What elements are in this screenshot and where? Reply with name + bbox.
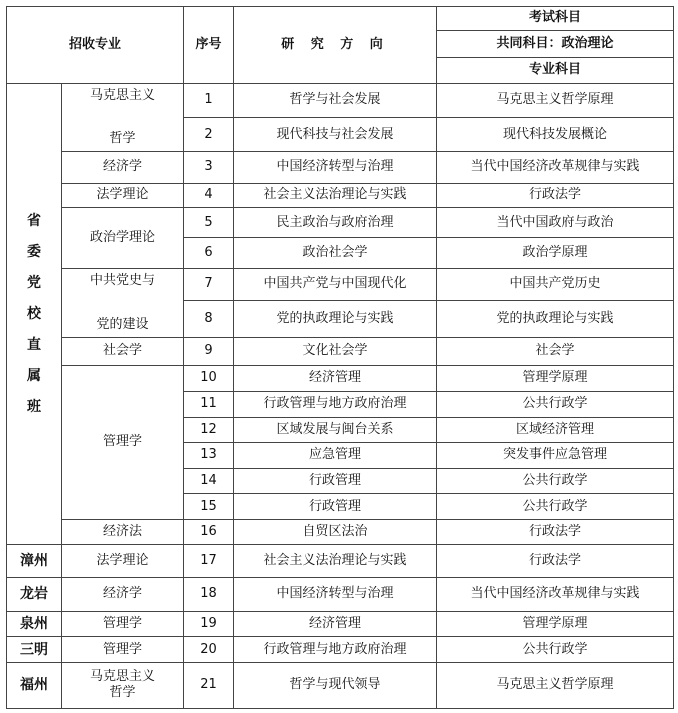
seq-cell: 13 [184, 443, 234, 469]
major-political-science: 政治学理论 [62, 208, 184, 268]
direction-cell: 党的执政理论与实践 [234, 301, 437, 338]
region-char: 省 [27, 212, 41, 229]
region-char: 班 [27, 398, 41, 415]
admissions-table [6, 6, 674, 709]
subject-cell: 公共行政学 [437, 637, 674, 663]
seq-cell: 5 [184, 208, 234, 238]
major-sociology: 社会学 [62, 337, 184, 365]
direction-cell: 区域发展与闽台关系 [234, 417, 437, 443]
seq-cell: 14 [184, 468, 234, 494]
major-ccp-history: 中共党史与 [62, 268, 184, 301]
region-longyan: 龙岩 [7, 578, 62, 612]
subject-cell: 当代中国经济改革规律与实践 [437, 152, 674, 184]
direction-cell: 社会主义法治理论与实践 [234, 545, 437, 578]
seq-cell: 10 [184, 365, 234, 392]
header-seq: 序号 [184, 7, 234, 84]
seq-cell: 7 [184, 268, 234, 301]
direction-cell: 行政管理 [234, 494, 437, 520]
seq-cell: 21 [184, 662, 234, 708]
direction-cell: 文化社会学 [234, 337, 437, 365]
subject-cell: 行政法学 [437, 183, 674, 208]
subject-cell: 公共行政学 [437, 468, 674, 494]
seq-cell: 11 [184, 392, 234, 418]
direction-cell: 中国共产党与中国现代化 [234, 268, 437, 301]
major-line: 马克思主义 [90, 669, 156, 685]
subject-cell: 现代科技发展概论 [437, 118, 674, 152]
region-quanzhou: 泉州 [7, 611, 62, 637]
subject-cell: 行政法学 [437, 545, 674, 578]
region-sanming: 三明 [7, 637, 62, 663]
direction-cell: 经济管理 [234, 611, 437, 637]
subject-cell: 公共行政学 [437, 392, 674, 418]
subject-cell: 突发事件应急管理 [437, 443, 674, 469]
subject-cell: 公共行政学 [437, 494, 674, 520]
direction-cell: 自贸区法治 [234, 519, 437, 545]
direction-cell: 政治社会学 [234, 237, 437, 268]
major-management: 管理学 [62, 611, 184, 637]
seq-cell: 18 [184, 578, 234, 612]
major-economics: 经济学 [62, 578, 184, 612]
seq-cell: 16 [184, 519, 234, 545]
direction-cell: 哲学与社会发展 [234, 83, 437, 118]
region-char: 委 [27, 243, 41, 260]
direction-cell: 现代科技与社会发展 [234, 118, 437, 152]
region-char: 直 [27, 336, 41, 353]
header-professional: 专业科目 [437, 58, 674, 84]
major-management: 管理学 [62, 365, 184, 519]
subject-cell: 管理学原理 [437, 611, 674, 637]
seq-cell: 3 [184, 152, 234, 184]
major-marxism: 马克思主义 [62, 83, 184, 118]
subject-cell: 当代中国政府与政治 [437, 208, 674, 238]
seq-cell: 19 [184, 611, 234, 637]
seq-cell: 6 [184, 237, 234, 268]
major-management: 管理学 [62, 637, 184, 663]
region-zhangzhou: 漳州 [7, 545, 62, 578]
subject-cell: 政治学原理 [437, 237, 674, 268]
subject-cell: 社会学 [437, 337, 674, 365]
direction-cell: 社会主义法治理论与实践 [234, 183, 437, 208]
major-philosophy: 哲学 [62, 118, 184, 152]
major-party-building: 党的建设 [62, 301, 184, 338]
major-economics: 经济学 [62, 152, 184, 184]
direction-cell: 应急管理 [234, 443, 437, 469]
major-line: 哲学 [109, 685, 136, 701]
major-economic-law: 经济法 [62, 519, 184, 545]
seq-cell: 1 [184, 83, 234, 118]
subject-cell: 行政法学 [437, 519, 674, 545]
header-common: 共同科目：政治理论 [437, 30, 674, 58]
direction-cell: 哲学与现代领导 [234, 662, 437, 708]
seq-cell: 20 [184, 637, 234, 663]
region-provincial [7, 83, 62, 545]
direction-cell: 中国经济转型与治理 [234, 152, 437, 184]
subject-cell: 党的执政理论与实践 [437, 301, 674, 338]
seq-cell: 15 [184, 494, 234, 520]
seq-cell: 8 [184, 301, 234, 338]
subject-cell: 区域经济管理 [437, 417, 674, 443]
region-char: 党 [27, 274, 41, 291]
subject-cell: 当代中国经济改革规律与实践 [437, 578, 674, 612]
region-fuzhou: 福州 [7, 662, 62, 708]
direction-cell: 行政管理与地方政府治理 [234, 637, 437, 663]
header-major: 招收专业 [7, 7, 184, 84]
region-char: 属 [27, 367, 41, 384]
direction-cell: 经济管理 [234, 365, 437, 392]
seq-cell: 12 [184, 417, 234, 443]
subject-cell: 中国共产党历史 [437, 268, 674, 301]
header-exam: 考试科目 [437, 7, 674, 31]
subject-cell: 马克思主义哲学原理 [437, 662, 674, 708]
direction-cell: 行政管理与地方政府治理 [234, 392, 437, 418]
major-law-theory: 法学理论 [62, 183, 184, 208]
subject-cell: 马克思主义哲学原理 [437, 83, 674, 118]
direction-cell: 行政管理 [234, 468, 437, 494]
header-direction: 研 究 方 向 [234, 7, 437, 84]
region-char: 校 [27, 305, 41, 322]
major-marxism-philosophy [62, 662, 184, 708]
direction-cell: 中国经济转型与治理 [234, 578, 437, 612]
seq-cell: 17 [184, 545, 234, 578]
seq-cell: 9 [184, 337, 234, 365]
direction-cell: 民主政治与政府治理 [234, 208, 437, 238]
seq-cell: 2 [184, 118, 234, 152]
subject-cell: 管理学原理 [437, 365, 674, 392]
major-law-theory: 法学理论 [62, 545, 184, 578]
seq-cell: 4 [184, 183, 234, 208]
